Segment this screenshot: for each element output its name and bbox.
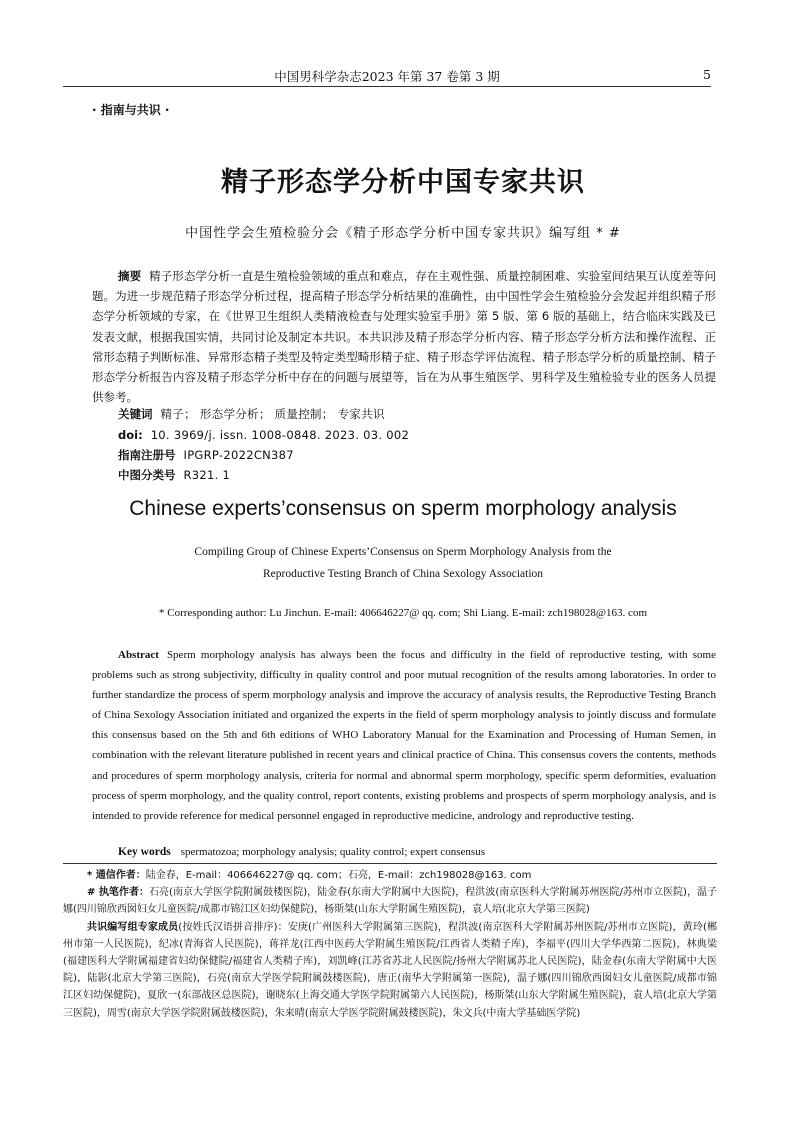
footnote-writers-text: 石亮(南京大学医学院附属鼓楼医院)，陆金春(东南大学附属中大医院)，程洪波(南京医科大学附属苏州医院/苏州市立医院)，温子娜(四川锦欣西囡妇女儿童医院/成都市锦江区妇幼保健院)，杨斯桀(山东大学附属生殖医院)，袁人培(北京大学第三医院) bbox=[63, 887, 717, 916]
footnote-corr-label: * 通信作者： bbox=[87, 870, 146, 881]
keywords-en-text: spermatozoa; morphology analysis; quality control; expert consensus bbox=[180, 846, 485, 858]
doi-value: 10. 3969/j. issn. 1008-0848. 2023. 03. 002 bbox=[150, 428, 410, 442]
corresponding-english: * Corresponding author: Lu Jinchun. E-mail: 406646227@ qq. com; Shi Liang. E-mail: zch198028@163. com bbox=[159, 607, 647, 619]
doi-line bbox=[118, 428, 409, 442]
keywords-cn-text: 精子； 形态学分析； 质量控制； 专家共识 bbox=[160, 407, 385, 421]
footnote-corresponding bbox=[63, 867, 717, 884]
classification-label: 中图分类号 bbox=[118, 468, 176, 482]
footnote-corr-text: 陆金春，E-mail：406646227@ qq. com；石亮，E-mail：zch198028@163. com bbox=[145, 870, 532, 881]
title-chinese: 精子形态学分析中国专家共识 bbox=[221, 167, 585, 198]
abstract-english bbox=[92, 645, 716, 826]
title-english: Chinese experts’consensus on sperm morphology analysis bbox=[129, 497, 677, 520]
registration-label: 指南注册号 bbox=[118, 448, 176, 462]
abstract-cn-text: 精子形态学分析一直是生殖检验领域的重点和难点，存在主观性强、质量控制困难、实验室间结果互认度差等问题。为进一步规范精子形态学分析过程，提高精子形态学分析结果的准确性，由中国性学会生殖检验分会发起并组织精子形态学分析领域的专家，在《世界卫生组织人类精液检查与处理实验室手册》第 5 版、第 6 版的基础上，结合临床实践及已发表文献，根据我国实情，共同讨论及制定本共识。本共识涉及精子形态学分析内容、精子形态学分析方法和操作流程、正常形态精子判断标准、异常形态精子类型及特定类型畸形精子症、精子形态学评估流程、精子形态学分析的质量控制、精子形态学分析报告内容及精子形态学分析中存在的问题与展望等，旨在为从事生殖医学、男科学及生殖检验专业的医务人员提供参考。 bbox=[92, 269, 716, 405]
footnote-members bbox=[63, 919, 717, 1022]
classification-value: R321. 1 bbox=[183, 468, 231, 482]
classification-line bbox=[118, 467, 230, 483]
abstract-en-text: Sperm morphology analysis has always been the focus and difficulty in the field of reproductive testing, with some problems such as strong subjectivity, difficulty in quality control and poor mutual recognition of the results among laboratories. In order to further standardize the process of sperm morphology analysis and improve the accuracy of analysis results, the Reproductive Testing Branch of China Sexology Association initiated and organized the experts in the field of sperm morphology analysis to jointly discuss and formulate this consensus based on the 5th and 6th editions of WHO Laboratory Manual for the Examination and Processing of Human Semen, in combination with the relevant literature published in recent years and clinical practice of China. This consensus covers the contents, methods and procedures of sperm morphology analysis, criteria for normal and abnormal sperm morphology, specific sperm deformities, evaluation process of sperm morphology, and the quality control, report contents, existing problems and prospects of sperm morphology analysis, and is intended to provide reference for medical personnel engaged in reproductive medicine, andrology and reproductive testing. bbox=[92, 649, 716, 822]
section-label: · 指南与共识 · bbox=[92, 103, 170, 117]
running-header bbox=[63, 64, 711, 87]
footnote-writers-label: # 执笔作者： bbox=[87, 887, 149, 899]
abstract-en-label: Abstract bbox=[118, 649, 159, 661]
group-english-line-2: Reproductive Testing Branch of China Sexology Association bbox=[262, 568, 544, 580]
footnote-members-text: (按姓氏汉语拼音排序)：安庚(广州医科大学附属第三医院)，程洪波(南京医科大学附属苏州医院/苏州市立医院)，黄玲(郴州市第一人民医院)，纪冰(青海省人民医院)，蒋祥龙(江西中医药大学附属生殖医院/江西省人类精子库)，李福平(四川大学华西第二医院)，林典梁(福建医科大学附属福建省妇幼保健院/福建省人类精子库)，刘凯峰(江苏省苏北人民医院/扬州大学附属苏北人民医院)，陆金春(东南大学附属中大医院)，陆影(北京大学第三医院)，石亮(南京大学医学院附属鼓楼医院)，唐正(南华大学附属第一医院)，温子娜(四川锦欣西囡妇女儿童医院/成都市锦江区妇幼保健院)，夏欣一(东部战区总医院)，谢晓东(上海交通大学医学院附属第六人民医院)，杨斯桀(山东大学附属生殖医院)，袁人培(北京大学第三医院)，周雪(南京大学医学院附属鼓楼医院)，朱来晴(南京大学医学院附属鼓楼医院)，朱文兵(中南大学基础医学院) bbox=[63, 921, 718, 1019]
authors-chinese: 中国性学会生殖检验分会《精子形态学分析中国专家共识》编写组 * # bbox=[185, 226, 621, 241]
footnote-members-label: 共识编写组专家成员 bbox=[87, 921, 179, 933]
abstract-cn-label: 摘要 bbox=[118, 269, 142, 283]
keywords-cn-label: 关键词 bbox=[118, 407, 153, 421]
page-number: 5 bbox=[703, 67, 711, 82]
keywords-en-label: Key words bbox=[118, 846, 171, 858]
journal-citation: 中国男科学杂志2023 年第 37 卷第 3 期 bbox=[274, 69, 500, 84]
doi-label: doi: bbox=[118, 428, 143, 442]
keywords-english bbox=[118, 846, 485, 858]
footnotes bbox=[63, 867, 717, 1022]
abstract-chinese bbox=[92, 266, 716, 407]
registration-line bbox=[118, 447, 294, 463]
group-english-line-1: Compiling Group of Chinese Experts’Consensus on Sperm Morphology Analysis from the bbox=[194, 546, 612, 558]
registration-value: IPGRP-2022CN387 bbox=[183, 448, 294, 462]
footnote-writers bbox=[63, 884, 717, 918]
keywords-cn bbox=[118, 406, 385, 422]
footnote-divider bbox=[63, 863, 717, 864]
